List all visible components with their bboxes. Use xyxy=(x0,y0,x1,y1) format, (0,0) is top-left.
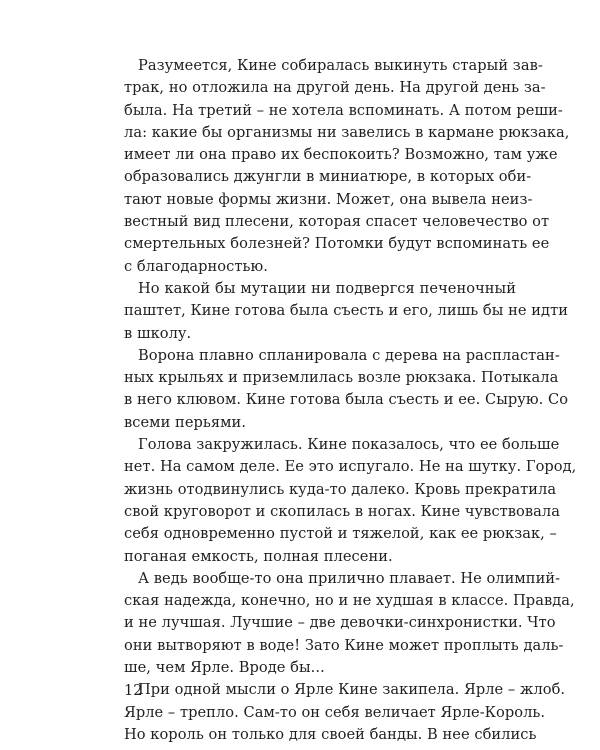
text-line: в школу. xyxy=(124,324,192,342)
paragraph xyxy=(124,568,575,679)
text-line: жизнь отодвинулись куда-то далеко. Кровь прекратила xyxy=(124,480,557,498)
text-line: Голова закружилась. Кине показалось, что ее больше xyxy=(138,436,560,454)
text-line: При одной мысли о Ярле Кине закипела. Ярле – жлоб. xyxy=(138,681,566,699)
text-line: вестный вид плесени, которая спасет человечество от xyxy=(124,213,550,231)
text-line: образовались джунгли в миниатюре, в которых оби- xyxy=(124,168,532,186)
text-line: тают новые формы жизни. Может, она вывела неиз- xyxy=(124,190,533,208)
paragraph xyxy=(124,278,568,345)
text-line: они вытворяют в воде! Зато Кине может проплыть даль- xyxy=(124,636,564,654)
text-line: в него клювом. Кине готова была съесть и ее. Сырую. Со xyxy=(124,391,569,409)
paragraph xyxy=(124,434,577,568)
text-line: Ярле – трепло. Сам-то он себя величает Ярле-Король. xyxy=(124,703,546,721)
text-line: ше, чем Ярле. Вроде бы... xyxy=(124,659,325,677)
text-line: ных крыльях и приземлилась возле рюкзака. Потыкала xyxy=(124,369,559,387)
paragraph xyxy=(124,345,569,434)
paragraph xyxy=(124,55,570,278)
text-line: смертельных болезней? Потомки будут вспоминать ее xyxy=(124,235,550,253)
page-number: 12 xyxy=(124,682,143,699)
text-line: свой круговорот и скопилась в ногах. Кине чувствовала xyxy=(124,502,560,520)
text-line: А ведь вообще-то она прилично плавает. Не олимпий- xyxy=(138,569,561,587)
text-line: ская надежда, конечно, но и не худшая в классе. Правда, xyxy=(124,592,575,610)
text-line: с благодарностью. xyxy=(124,257,268,275)
text-line: всеми перьями. xyxy=(124,413,247,431)
text-line: Но какой бы мутации ни подвергся печеночный xyxy=(138,279,516,297)
paragraph xyxy=(124,679,566,746)
body-text xyxy=(124,55,577,746)
text-line: поганая емкость, полная плесени. xyxy=(124,547,393,565)
text-line: имеет ли она право их беспокоить? Возможно, там уже xyxy=(124,146,558,164)
text-line: была. На третий – не хотела вспоминать. А потом реши- xyxy=(124,101,563,119)
text-line: ла: какие бы организмы ни завелись в кармане рюкзака, xyxy=(124,123,570,141)
text-line: Разумеется, Кине собиралась выкинуть старый зав- xyxy=(138,57,543,74)
text-line: трак, но отложила на другой день. На другой день за- xyxy=(124,79,546,97)
text-line: и не лучшая. Лучшие – две девочки-синхронистки. Что xyxy=(124,614,556,632)
text-line: Ворона плавно спланировала с дерева на распластан- xyxy=(138,346,560,364)
text-line: нет. На самом деле. Ее это испугало. Не на шутку. Город, xyxy=(124,458,577,476)
text-line: Но король он только для своей банды. В нее сбились xyxy=(124,725,537,743)
text-line: паштет, Кине готова была съесть и его, лишь бы не идти xyxy=(124,302,568,320)
text-line: себя одновременно пустой и тяжелой, как ее рюкзак, – xyxy=(124,525,557,543)
